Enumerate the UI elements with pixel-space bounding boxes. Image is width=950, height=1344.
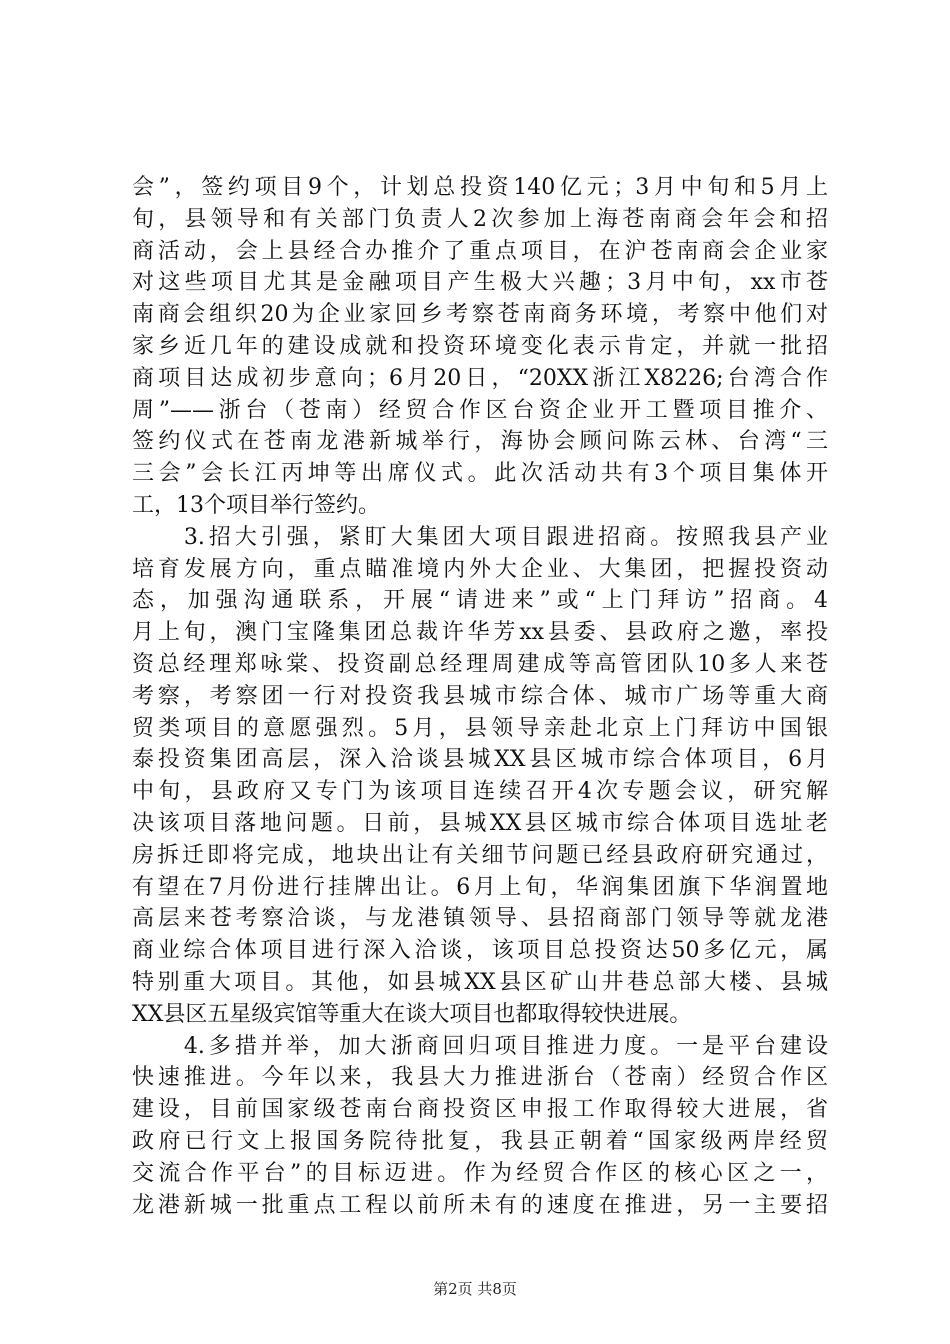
text-line: 月上旬，澳门宝隆集团总裁许华芳xx县委、县政府之邀，率投 bbox=[132, 620, 828, 646]
text-line: 政府已行文上报国务院待批复，我县正朝着“国家级两岸经贸 bbox=[132, 1128, 828, 1154]
text-line: 商项目达成初步意向；6月20日，“20XX浙江X8226;台湾合作 bbox=[132, 365, 828, 391]
text-line: XX县区五星级宾馆等重大在谈大项目也都取得较快进展。 bbox=[132, 1001, 692, 1027]
text-line: 考察，考察团一行对投资我县城市综合体、城市广场等重大商 bbox=[132, 683, 828, 709]
text-line: 特别重大项目。其他，如县城XX县区矿山井巷总部大楼、县城 bbox=[132, 969, 828, 995]
text-line: 中旬，县政府又专门为该项目连续召开4次专题会议，研究解 bbox=[132, 779, 828, 805]
text-line: 龙港新城一批重点工程以前所未有的速度在推进，另一主要招 bbox=[132, 1192, 828, 1218]
text-line: 建设，目前国家级苍南台商投资区申报工作取得较大进展，省 bbox=[132, 1097, 828, 1123]
text-line: 旬，县领导和有关部门负责人2次参加上海苍南商会年会和招 bbox=[132, 206, 828, 232]
text-line: 商业综合体项目进行深入洽谈，该项目总投资达50多亿元，属 bbox=[132, 938, 828, 964]
text-line: 三会”会长江丙坤等出席仪式。此次活动共有3个项目集体开 bbox=[132, 461, 828, 487]
text-line: 对这些项目尤其是金融项目产生极大兴趣；3月中旬，xx市苍 bbox=[132, 270, 828, 296]
text-line: 会”，签约项目9个，计划总投资140亿元；3月中旬和5月上 bbox=[132, 175, 828, 200]
text-line: 决该项目落地问题。日前，县城XX县区城市综合体项目选址老 bbox=[132, 810, 828, 836]
text-line: 交流合作平台”的目标迈进。作为经贸合作区的核心区之一， bbox=[132, 1160, 828, 1186]
text-line: 泰投资集团高层，深入洽谈县城XX县区城市综合体项目，6月 bbox=[132, 747, 828, 773]
page-number-footer: 第2页 共8页 bbox=[433, 1280, 517, 1298]
text-line: 培育发展方向，重点瞄准境内外大企业、大集团，把握投资动 bbox=[132, 556, 828, 582]
text-line: 4.多措并举，加大浙商回归项目推进力度。一是平台建设 bbox=[132, 1033, 828, 1059]
text-line: 家乡近几年的建设成就和投资环境变化表示肯定，并就一批招 bbox=[132, 333, 828, 359]
text-line: 周”——浙台（苍南）经贸合作区台资企业开工暨项目推介、 bbox=[132, 397, 828, 423]
text-line: 商活动，会上县经合办推介了重点项目，在沪苍南商会企业家 bbox=[132, 238, 828, 264]
text-line: 工，13个项目举行签约。 bbox=[132, 492, 380, 518]
text-line: 贸类项目的意愿强烈。5月，县领导亲赴北京上门拜访中国银 bbox=[132, 715, 828, 741]
text-line: 快速推进。今年以来，我县大力推进浙台（苍南）经贸合作区 bbox=[132, 1065, 828, 1091]
text-line: 南商会组织20为企业家回乡考察苍南商务环境，考察中他们对 bbox=[132, 302, 828, 328]
text-line: 签约仪式在苍南龙港新城举行，海协会顾问陈云林、台湾“三 bbox=[132, 429, 828, 455]
text-line: 高层来苍考察洽谈，与龙港镇领导、县招商部门领导等就龙港 bbox=[132, 906, 828, 932]
text-line: 有望在7月份进行挂牌出让。6月上旬，华润集团旗下华润置地 bbox=[132, 874, 828, 900]
document-body bbox=[132, 172, 828, 1221]
text-line: 态，加强沟通联系，开展“请进来”或“上门拜访”招商。4 bbox=[132, 588, 828, 614]
text-line: 3.招大引强，紧盯大集团大项目跟进招商。按照我县产业 bbox=[132, 524, 828, 550]
text-line: 资总经理郑咏棠、投资副总经理周建成等高管团队10多人来苍 bbox=[132, 651, 828, 677]
text-line: 房拆迁即将完成，地块出让有关细节问题已经县政府研究通过， bbox=[132, 842, 828, 868]
